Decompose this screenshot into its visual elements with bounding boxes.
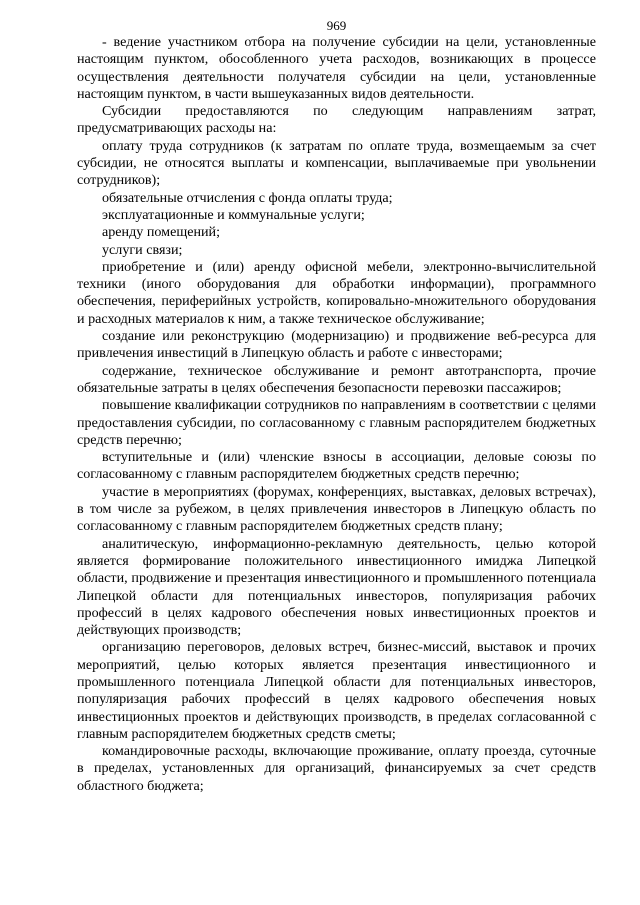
- list-item-web-resource: создание или реконструкцию (модернизацию) и продвижение веб-ресурса для привлечения инвестиций в Липецкую область и работе с инвесторами;: [77, 328, 596, 362]
- list-item-communication: услуги связи;: [102, 241, 183, 258]
- list-item-travel-expenses: командировочные расходы, включающие проживание, оплату проезда, суточные в пределах, установленных для организаций, финансируемых за счет средств областного бюджета;: [77, 743, 596, 794]
- list-item-premises-rent: аренду помещений;: [102, 224, 220, 241]
- document-body: [77, 34, 596, 795]
- list-item-staff-salary: оплату труда сотрудников (к затратам по оплате труда, возмещаемым за счет субсидии, не относятся выплаты и компенсации, выплачиваемые при увольнении сотрудников);: [77, 137, 596, 189]
- list-item-membership-fees: вступительные и (или) членские взносы в ассоциации, деловые союзы по согласованному с главным распорядителем бюджетных средств перечню;: [77, 449, 596, 483]
- paragraph-subsidy-directions-intro: Субсидии предоставляются по следующим направлениям затрат, предусматривающих расходы на:: [77, 103, 596, 137]
- list-item-utilities: эксплуатационные и коммунальные услуги;: [102, 206, 365, 223]
- list-item-office-equipment: приобретение и (или) аренду офисной мебели, электронно-вычислительной техники (иного оборудования для обработки информации), программного обеспечения, периферийных устройств, копировально-множительного оборудования и расходных материалов к ним, а также техническое обслуживание;: [77, 258, 596, 327]
- list-item-staff-training: повышение квалификации сотрудников по направлениям в соответствии с целями предоставления субсидии, по согласованному с главным распорядителем бюджетных средств перечню;: [77, 397, 596, 448]
- list-item-payroll-contributions: обязательные отчисления с фонда оплаты труда;: [102, 189, 393, 206]
- list-item-analytics-advertising: аналитическую, информационно-рекламную деятельность, целью которой является формирование положительного инвестиционного имиджа Липецкой области, продвижение и презентация инвестиционного и промышленного потенциала Липецкой области для потенциальных инвесторов, популяризация рабочих профессий в целях кадрового обеспечения новых инвестиционных проектов и действующих производств;: [77, 535, 596, 639]
- list-item-business-meetings: организацию переговоров, деловых встреч, бизнес-миссий, выставок и прочих мероприятий, целью которых является презентация инвестиционного и промышленного потенциала Липецкой области для потенциальных инвесторов, популяризация рабочих профессий в целях кадрового обеспечения новых инвестиционных проектов и действующих производств, в пределах согласованной с главным распорядителем бюджетных средств сметы;: [77, 639, 596, 742]
- list-item-events-participation: участие в мероприятиях (форумах, конференциях, выставках, деловых встречах), в том числе за рубежом, в целях привлечения инвесторов в Липецкую область по согласованному с главным распорядителем бюджетных средств плану;: [77, 483, 596, 535]
- list-item-vehicle-maintenance: содержание, техническое обслуживание и ремонт автотранспорта, прочие обязательные затраты в целях обеспечения безопасности перевозки пассажиров;: [77, 362, 596, 396]
- page-number: 969: [326, 18, 347, 33]
- paragraph-separate-accounting: - ведение участником отбора на получение субсидии на цели, установленные настоящим пунктом, обособленного учета расходов, возникающих в процессе осуществления деятельности получателя субсидии на цели, установленные настоящим пунктом, в части вышеуказанных видов деятельности.: [77, 34, 596, 102]
